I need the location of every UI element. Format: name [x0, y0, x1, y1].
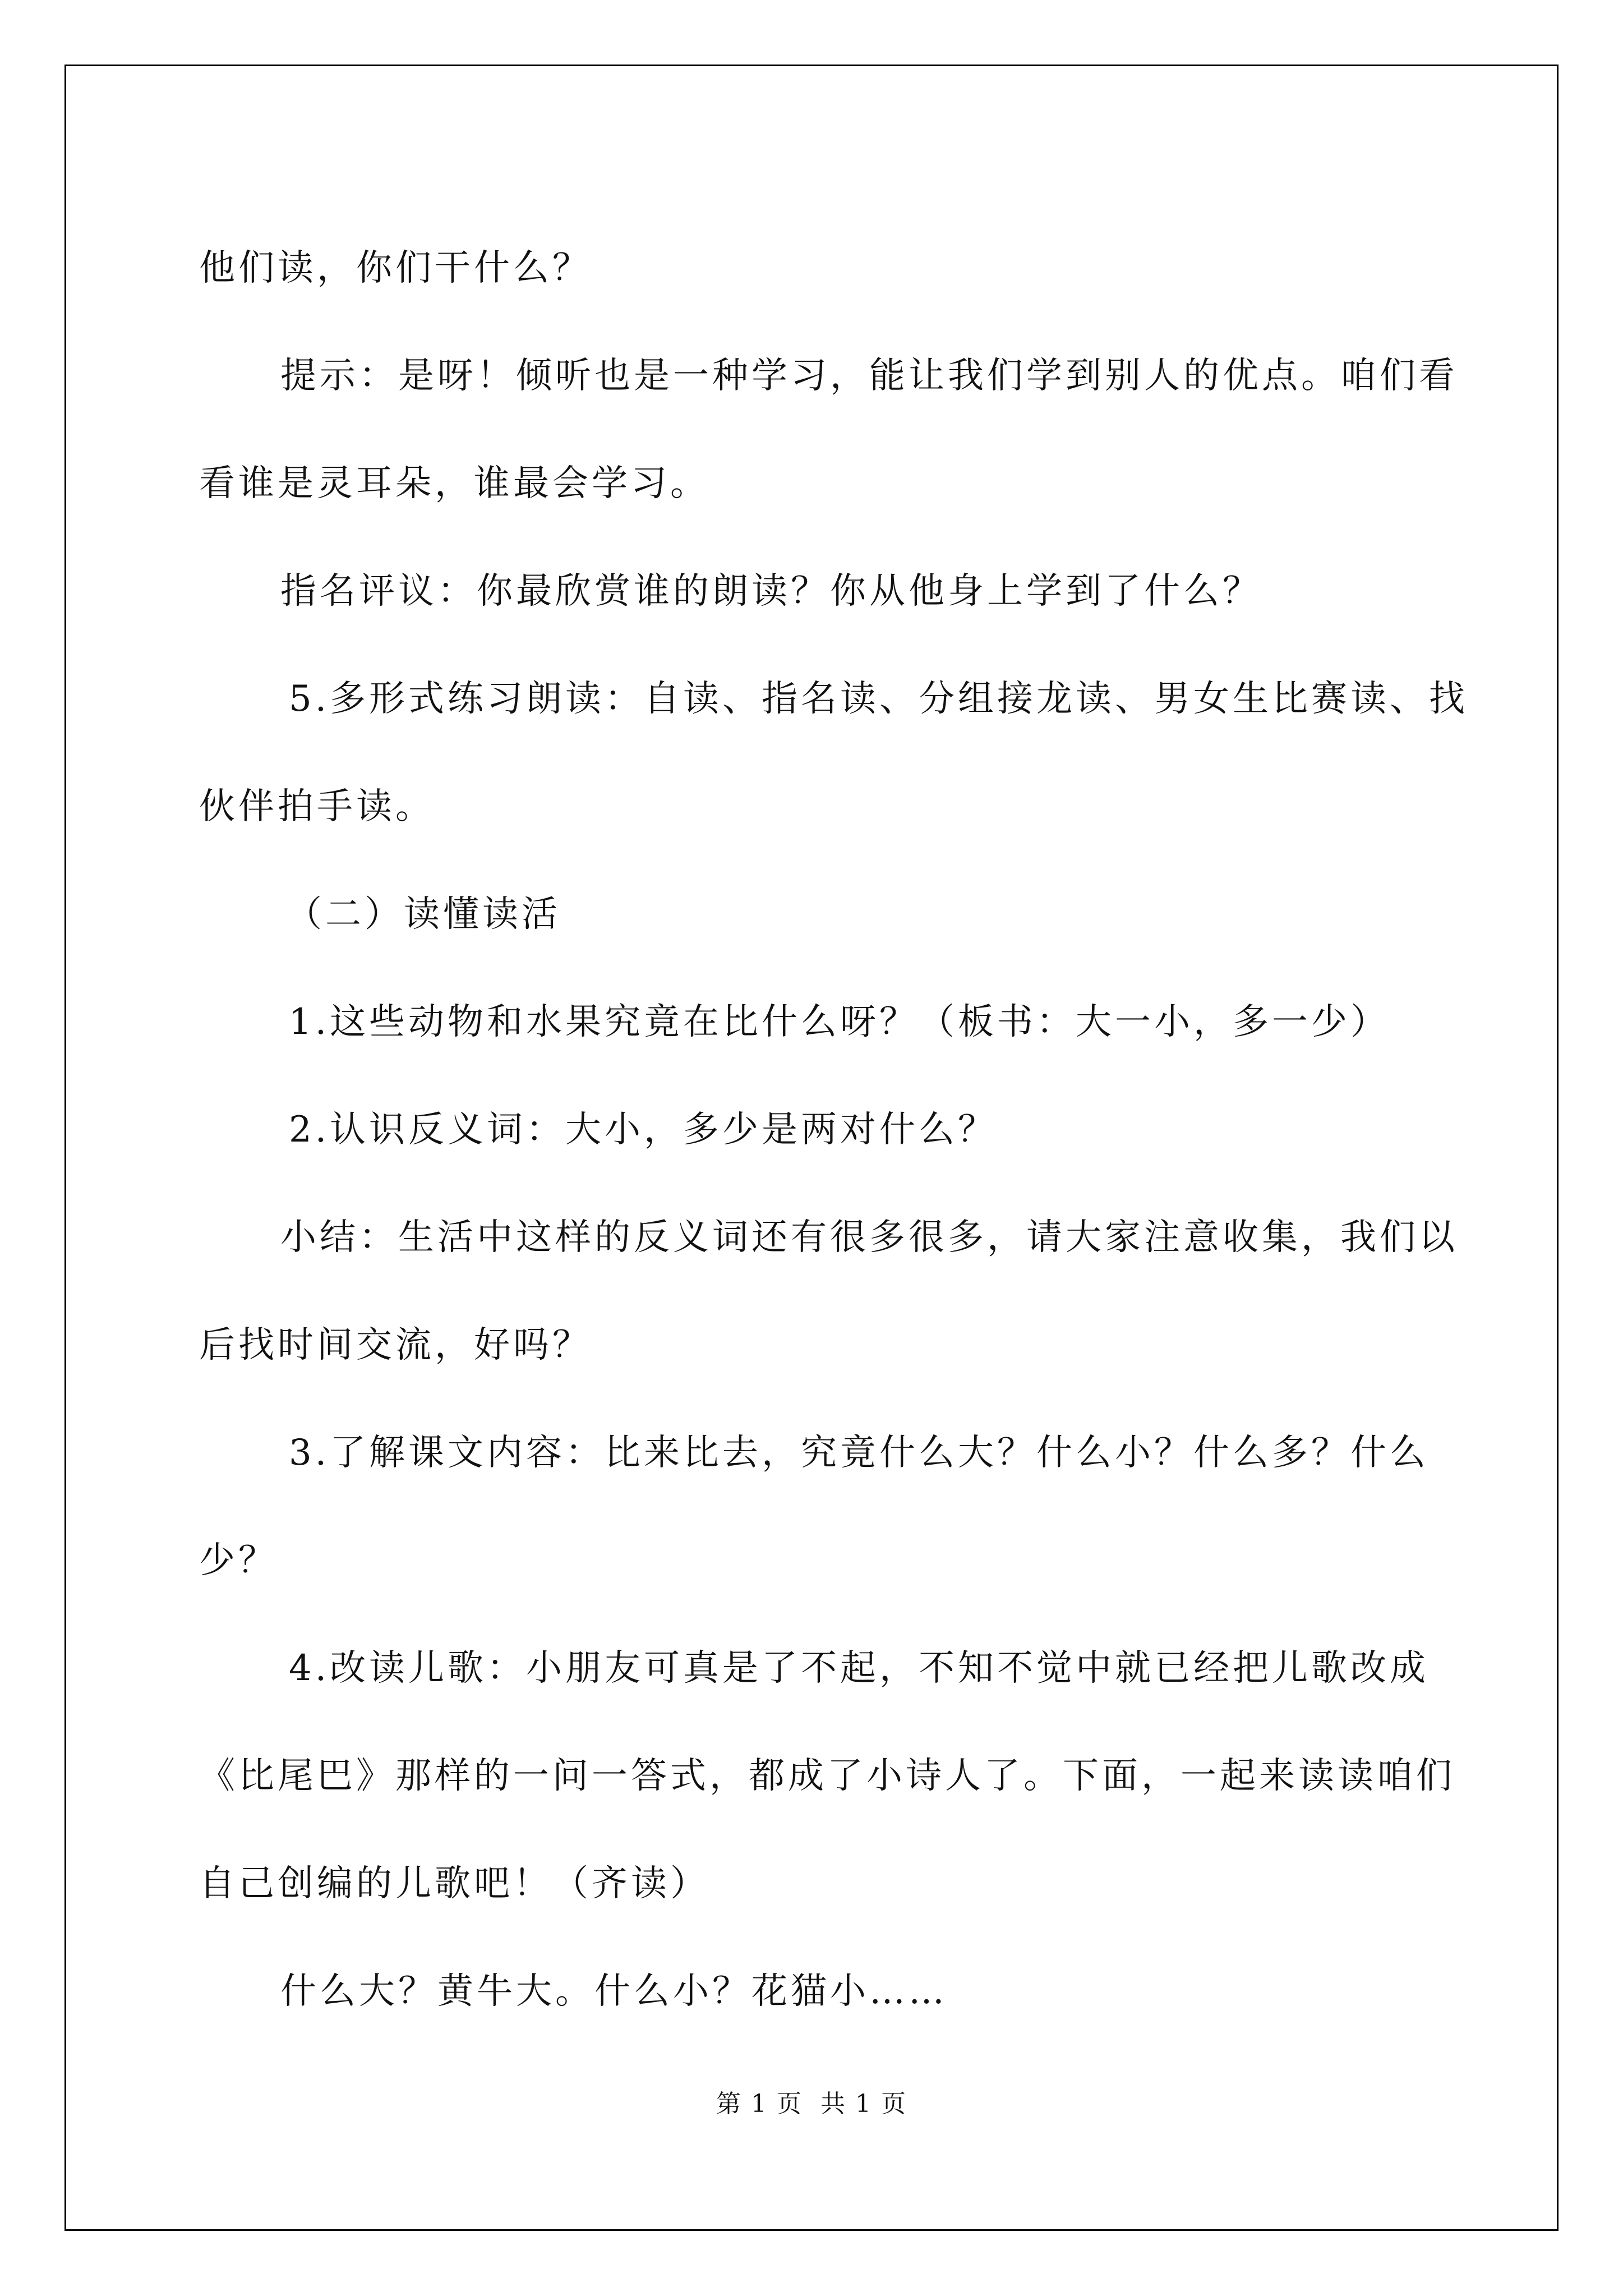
page-number: 第 1 页: [716, 2090, 803, 2118]
page-total: 共 1 页: [820, 2090, 907, 2118]
paragraph-summary: 小结：生活中这样的反义词还有很多很多，请大家注意收集，我们以后找时间交流，好吗？: [199, 1217, 1458, 1366]
paragraph-rhyme: 什么大？黄牛大。什么小？花猫小……: [280, 1971, 948, 2012]
paragraph-step-4: 4.改读儿歌：小朋友可真是了不起，不知不觉中就已经把儿歌改成《比尾巴》那样的一问一答式，都成了小诗人了。下面，一起来读读咱们自己创编的儿歌吧！（齐读）: [199, 1648, 1455, 1904]
document-body: [199, 214, 1489, 2045]
paragraph-step-2: 2.认识反义词：大小，多少是两对什么？: [289, 1109, 998, 1151]
paragraph-evaluation: 指名评议：你最欣赏谁的朗读？你从他身上学到了什么？: [280, 570, 1262, 612]
paragraph-step-1: 1.这些动物和水果究竟在比什么呀？（板书：大一小，多一少）: [289, 1001, 1390, 1043]
paragraph-hint: 提示：是呀！倾听也是一种学习，能让我们学到别人的优点。咱们看看谁是灵耳朵，谁最会学习。: [199, 355, 1458, 504]
page-footer: [0, 2083, 1623, 2119]
section-heading: （二）读懂读活: [286, 894, 561, 935]
paragraph-step-3: 3.了解课文内容：比来比去，究竟什么大？什么小？什么多？什么少？: [199, 1432, 1430, 1581]
paragraph-step-5: 5.多形式练习朗读：自读、指名读、分组接龙读、男女生比赛读、找伙伴拍手读。: [199, 678, 1469, 827]
paragraph-continuation: 他们读，你们干什么？: [199, 247, 592, 289]
